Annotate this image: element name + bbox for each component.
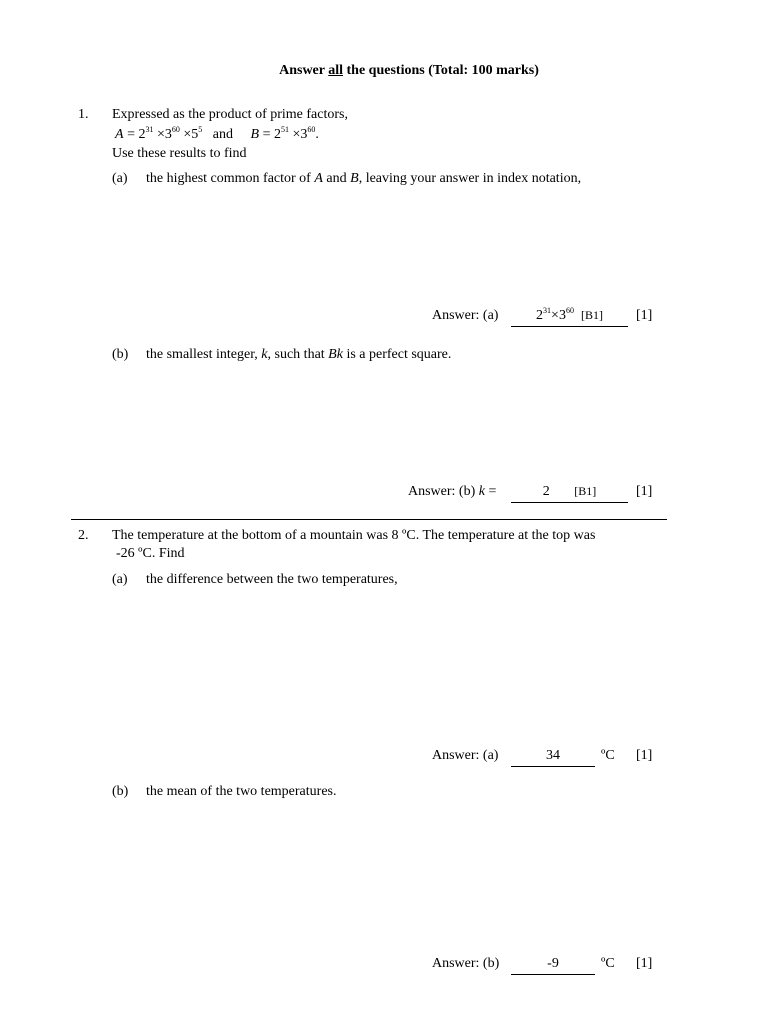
q1a-var-b: B xyxy=(350,171,359,186)
eq-b-base1: 2 xyxy=(273,127,281,142)
eq-a-exp1: 31 xyxy=(145,125,154,134)
ans1a-base2: 3 xyxy=(558,308,566,323)
eq-b-times: × xyxy=(292,127,301,142)
unit-2a: ºC xyxy=(601,748,615,763)
ans1b-label-text: Answer: (b) xyxy=(408,484,479,499)
ans1b-mark-tag: [B1] xyxy=(574,484,597,498)
ans2b-value: -9 xyxy=(547,956,559,971)
question-1a-label: (a) xyxy=(112,171,128,186)
eq-b-exp2: 60 xyxy=(307,125,316,134)
question-2-intro-line1: The temperature at the bottom of a mountain was 8 ºC. The temperature at the top was xyxy=(112,528,596,543)
title-prefix: Answer xyxy=(279,63,329,78)
ans1a-exp2: 60 xyxy=(565,306,574,315)
question-1b-label: (b) xyxy=(112,347,129,362)
ans1a-base1: 2 xyxy=(536,308,544,323)
answer-2a-label: Answer: (a) xyxy=(432,748,499,763)
eq-a-exp2: 60 xyxy=(171,125,180,134)
question-2b-label: (b) xyxy=(112,784,129,799)
question-2a-label: (a) xyxy=(112,572,128,587)
q1a-var-a: A xyxy=(314,171,323,186)
question-1a-text xyxy=(146,171,581,187)
ans2a-value: 34 xyxy=(546,748,560,763)
q1b-var-k: k xyxy=(261,347,268,362)
answer-1a-label: Answer: (a) xyxy=(432,308,499,323)
question-1-intro: Expressed as the product of prime factors, xyxy=(112,107,348,122)
answer-1b-label xyxy=(408,484,496,500)
ans1b-var-k: k xyxy=(478,484,485,499)
ans1a-mark-tag: [B1] xyxy=(580,308,603,322)
q1a-text-part1: the highest common factor of xyxy=(146,171,315,186)
eq-period: . xyxy=(315,127,319,142)
question-1-equations xyxy=(115,127,319,143)
ans1a-times: × xyxy=(551,308,559,323)
title-emphasis: all xyxy=(328,63,344,78)
question-2-intro-line2: -26 ºC. Find xyxy=(116,546,185,561)
title-suffix: the questions (Total: 100 marks) xyxy=(343,63,539,78)
eq-a-lhs: A xyxy=(115,127,124,142)
eq-b-lhs: B xyxy=(250,127,260,142)
ans1a-exp1: 31 xyxy=(543,306,552,315)
eq-b-base2: 3 xyxy=(300,127,308,142)
eq-a-times1: × xyxy=(156,127,165,142)
q1b-text-part3: is a perfect square. xyxy=(342,347,452,362)
marks-1b: [1] xyxy=(636,484,653,499)
q1a-text-part2: and xyxy=(322,171,351,186)
eq-a-exp3: 5 xyxy=(198,125,203,134)
eq-b-equals: = xyxy=(262,127,271,142)
question-1-number: 1. xyxy=(78,107,89,122)
eq-a-base3: 5 xyxy=(191,127,199,142)
eq-a-times2: × xyxy=(183,127,192,142)
marks-2a: [1] xyxy=(636,748,653,763)
page-title xyxy=(0,63,768,79)
ans1b-value: 2 xyxy=(542,484,550,499)
question-2a-text: the difference between the two temperatures, xyxy=(146,572,398,587)
q1b-text-part1: the smallest integer, xyxy=(146,347,262,362)
eq-a-base1: 2 xyxy=(138,127,146,142)
marks-2b: [1] xyxy=(636,956,653,971)
eq-a-equals: = xyxy=(127,127,135,142)
q1b-text-part2: , such that xyxy=(267,347,329,362)
answer-2b-field[interactable] xyxy=(511,956,595,975)
section-divider xyxy=(71,519,667,520)
answer-2a-field[interactable] xyxy=(511,748,595,767)
marks-1a: [1] xyxy=(636,308,653,323)
answer-1b-field[interactable] xyxy=(511,484,628,503)
question-2-number: 2. xyxy=(78,528,89,543)
answer-2b-label: Answer: (b) xyxy=(432,956,500,971)
q1b-var-bk: Bk xyxy=(328,347,343,362)
unit-2b: ºC xyxy=(601,956,615,971)
question-1b-text xyxy=(146,347,451,363)
question-2b-text: the mean of the two temperatures. xyxy=(146,784,337,799)
q1a-text-part3: , leaving your answer in index notation, xyxy=(358,171,582,186)
answer-1a-field[interactable] xyxy=(511,308,628,327)
eq-and: and xyxy=(212,127,233,142)
eq-a-base2: 3 xyxy=(164,127,172,142)
eq-b-exp1: 51 xyxy=(280,125,289,134)
ans1b-equals: = xyxy=(484,484,497,499)
question-1-use: Use these results to find xyxy=(112,146,247,161)
